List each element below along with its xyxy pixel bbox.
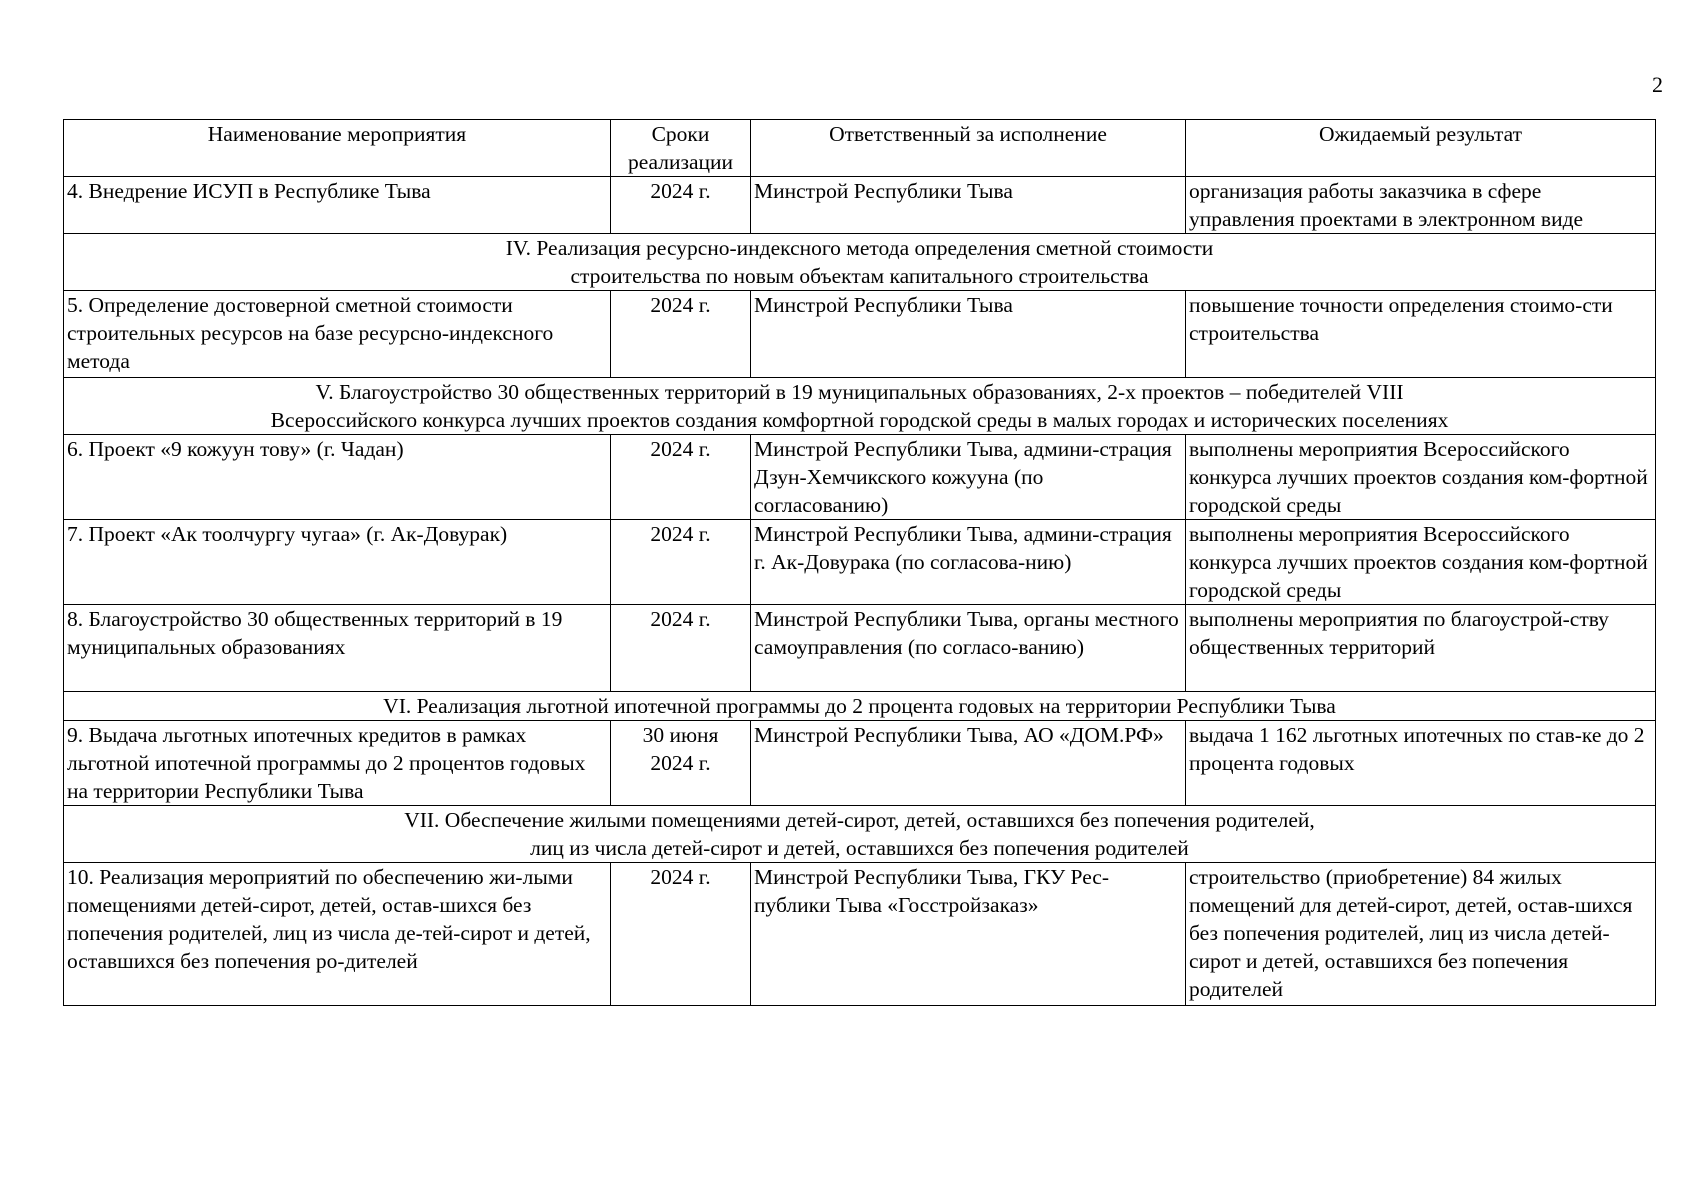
- header-responsible: Ответственный за исполнение: [751, 120, 1186, 177]
- table-row: [64, 291, 1656, 378]
- header-term: Сроки реализации: [611, 120, 751, 177]
- cell-name: 4. Внедрение ИСУП в Республике Тыва: [64, 177, 611, 234]
- table-row: [64, 435, 1656, 520]
- header-name: Наименование мероприятия: [64, 120, 611, 177]
- cell-term: 2024 г.: [611, 291, 751, 378]
- cell-result: выполнены мероприятия по благоустрой-ству общественных территорий: [1186, 605, 1656, 692]
- table-row: [64, 520, 1656, 605]
- section-heading-row: [64, 692, 1656, 721]
- section-heading-row: [64, 234, 1656, 291]
- cell-term: 30 июня 2024 г.: [611, 721, 751, 806]
- page-number: 2: [1652, 72, 1663, 97]
- cell-term: 2024 г.: [611, 863, 751, 1006]
- table-row: [64, 721, 1656, 806]
- section-heading: IV. Реализация ресурсно-индексного метода определения сметной стоимости строительства по новым объектам капитального строительства: [64, 234, 1656, 291]
- cell-term: 2024 г.: [611, 435, 751, 520]
- cell-result: строительство (приобретение) 84 жилых помещений для детей-сирот, детей, остав-шихся без попечения родителей, лиц из числа детей-сирот и детей, оставшихся без попечения родителей: [1186, 863, 1656, 1006]
- cell-result: выдача 1 162 льготных ипотечных по став-ке до 2 процента годовых: [1186, 721, 1656, 806]
- table-header-row: [64, 120, 1656, 177]
- cell-term: 2024 г.: [611, 605, 751, 692]
- table-row: [64, 605, 1656, 692]
- cell-result: повышение точности определения стоимо-сти строительства: [1186, 291, 1656, 378]
- cell-name: 5. Определение достоверной сметной стоимости строительных ресурсов на базе ресурсно-индексного метода: [64, 291, 611, 378]
- cell-responsible: Минстрой Республики Тыва: [751, 177, 1186, 234]
- cell-name: 6. Проект «9 кожуун тову» (г. Чадан): [64, 435, 611, 520]
- cell-responsible: Минстрой Республики Тыва, ГКУ Рес-публики Тыва «Госстройзаказ»: [751, 863, 1186, 1006]
- cell-name: 7. Проект «Ак тоолчургу чугаа» (г. Ак-Довурак): [64, 520, 611, 605]
- cell-name: 10. Реализация мероприятий по обеспечению жи-лыми помещениями детей-сирот, детей, остав-шихся без попечения родителей, лиц из числа де-тей-сирот и детей, оставшихся без попечения ро-дителей: [64, 863, 611, 1006]
- header-result: Ожидаемый результат: [1186, 120, 1656, 177]
- cell-term: 2024 г.: [611, 177, 751, 234]
- cell-term: 2024 г.: [611, 520, 751, 605]
- cell-responsible: Минстрой Республики Тыва, админи-страция г. Ак-Довурака (по согласова-нию): [751, 520, 1186, 605]
- cell-responsible: Минстрой Республики Тыва, АО «ДОМ.РФ»: [751, 721, 1186, 806]
- table-row: [64, 177, 1656, 234]
- table-row: [64, 863, 1656, 1006]
- section-heading-row: [64, 378, 1656, 435]
- cell-responsible: Минстрой Республики Тыва, админи-страция Дзун-Хемчикского кожууна (по согласованию): [751, 435, 1186, 520]
- cell-result: выполнены мероприятия Всероссийского конкурса лучших проектов создания ком-фортной городской среды: [1186, 435, 1656, 520]
- cell-result: организация работы заказчика в сфере управления проектами в электронном виде: [1186, 177, 1656, 234]
- cell-name: 9. Выдача льготных ипотечных кредитов в рамках льготной ипотечной программы до 2 процентов годовых на территории Республики Тыва: [64, 721, 611, 806]
- cell-result: выполнены мероприятия Всероссийского конкурса лучших проектов создания ком-фортной городской среды: [1186, 520, 1656, 605]
- cell-responsible: Минстрой Республики Тыва: [751, 291, 1186, 378]
- section-heading: V. Благоустройство 30 общественных территорий в 19 муниципальных образованиях, 2-х проектов – победителей VIII Всероссийского конкурса лучших проектов создания комфортной городской среды в малых городах и исторических поселениях: [64, 378, 1656, 435]
- section-heading: VI. Реализация льготной ипотечной программы до 2 процента годовых на территории Республики Тыва: [64, 692, 1656, 721]
- section-heading: VII. Обеспечение жилыми помещениями детей-сирот, детей, оставшихся без попечения родителей, лиц из числа детей-сирот и детей, оставшихся без попечения родителей: [64, 806, 1656, 863]
- cell-responsible: Минстрой Республики Тыва, органы местного самоуправления (по согласо-ванию): [751, 605, 1186, 692]
- measures-table: [63, 119, 1656, 1006]
- cell-name: 8. Благоустройство 30 общественных территорий в 19 муниципальных образованиях: [64, 605, 611, 692]
- section-heading-row: [64, 806, 1656, 863]
